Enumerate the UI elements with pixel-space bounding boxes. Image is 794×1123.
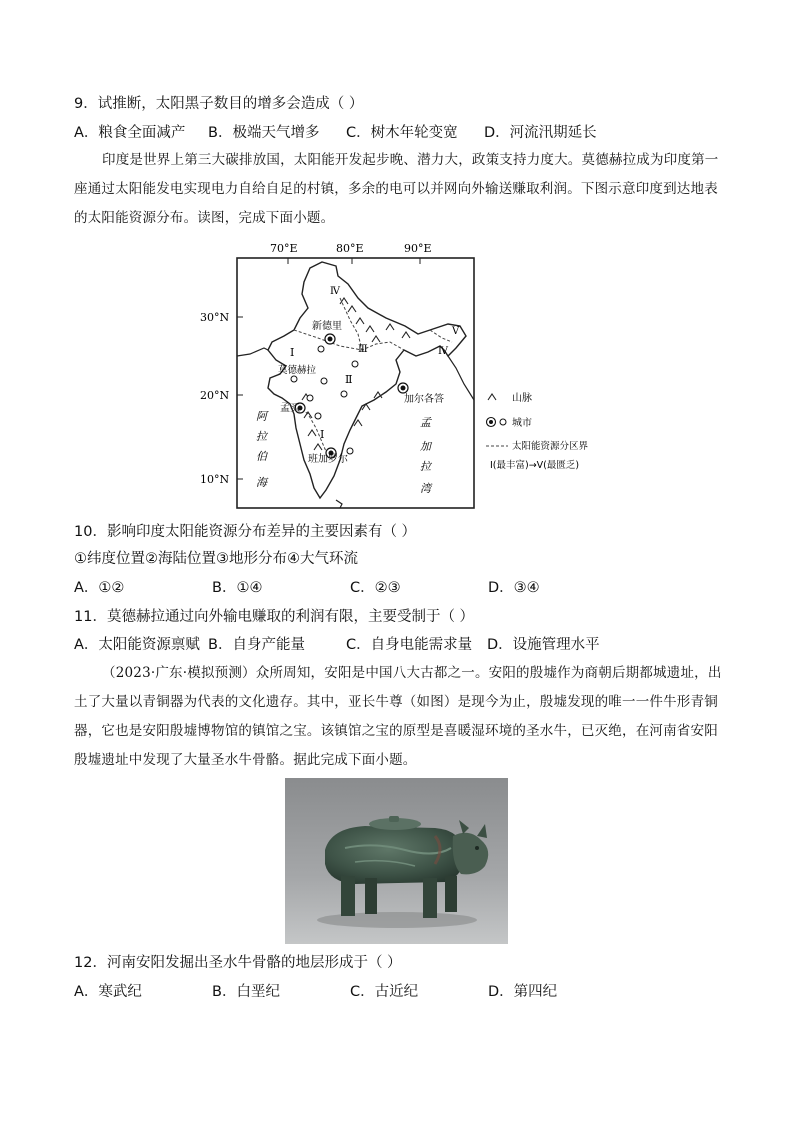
zone-label: Ⅰ [290,346,295,359]
svg-text:阿: 阿 [256,410,267,423]
svg-text:拉: 拉 [420,460,431,473]
label-bangalore: 班加罗尔 [308,454,348,465]
q10-factors: ①纬度位置②海陆位置③地形分布④大气环流 [74,551,358,567]
q9-option-d: D．河流汛期延长 [484,125,597,141]
label-kolkata: 加尔各答 [404,394,444,405]
zone-label: Ⅰ [320,428,325,441]
passage-india-solar: 印度是世界上第三大碳排放国，太阳能开发起步晚、潜力大，政策支持力度大。莫德赫拉成为印度第一座通过太阳能发电实现电力自给自足的村镇，多余的电可以并网向外输送赚取利润。下图示意印度到达地表的太阳能资源分布。读图，完成下面小题。 [74,152,719,226]
coast-west [237,348,268,356]
q11-stem: 11．莫德赫拉通过向外输电赚取的利润有限，主要受制于（ ） [74,609,475,625]
legend-city: 城市 [512,418,532,429]
zone-boundary [340,298,362,350]
q9-option-b: B．极端天气增多 [208,125,320,141]
q11-option-a: A．太阳能资源禀赋 [74,637,200,653]
city-kolkata-dot [401,386,406,391]
q11-option-c: C．自身电能需求量 [346,637,473,653]
q12-option-a: A．寒武纪 [74,984,142,1000]
q10-option-c: C．②③ [350,580,401,596]
coast-east [448,356,474,400]
label-new-delhi: 新德里 [312,321,342,332]
q9-options [74,123,597,143]
lon-label-80: 80°E [336,242,364,255]
bronze-ox-photo [285,778,508,944]
q12-option-b: B．白垩纪 [212,984,280,1000]
sea-arabian [256,410,269,489]
svg-text:拉: 拉 [256,430,267,443]
q12-option-d: D．第四纪 [488,984,558,1000]
lat-label-10: 10°N [200,473,230,486]
svg-text:海: 海 [256,476,267,489]
q10-option-d: D．③④ [488,580,540,596]
city-modhera-marker [291,376,297,382]
lat-label-20: 20°N [200,389,230,402]
zone-label: Ⅳ [330,286,340,297]
passage-anyang: （2023·广东·模拟预测）众所周知，安阳是中国八大古都之一。安阳的殷墟作为商朝后期都城遗址，出土了大量以青铜器为代表的文化遗存。其中，亚长牛尊（如图）是现今为止，殷墟发现的唯一一件牛形青铜器，它也是安阳殷墟博物馆的镇馆之宝。该镇馆之宝的原型是喜暖湿环境的圣水牛，已灭绝，在河南省安阳殷墟遗址中发现了大量圣水牛骨骼。据此完成下面小题。 [74,665,722,768]
q10-option-a: A．①② [74,580,125,596]
lat-label-30: 30°N [200,311,230,324]
zone-boundary [430,330,452,342]
zone-label: Ⅱ [345,373,353,386]
label-mumbai: 孟买 [280,403,300,414]
svg-text:湾: 湾 [420,482,431,495]
q11-options [74,635,600,655]
q12-options [74,982,557,1002]
sri-lanka [336,500,342,508]
legend-mountain: 山脉 [512,393,532,404]
zone-label: Ⅴ [452,326,460,337]
q9-option-c: C．树木年轮变宽 [346,125,458,141]
zone-label: Ⅲ [358,344,368,355]
zone-label: Ⅳ [438,346,448,357]
q10-options [74,578,540,598]
legend-boundary: 太阳能资源分区界 [512,441,589,452]
q9-option-a: A．粮食全面减产 [74,125,186,141]
svg-text:伯: 伯 [256,450,267,463]
zone-boundary [294,330,404,350]
svg-text:孟: 孟 [420,416,431,429]
legend-mountain-icon [488,394,496,400]
q12-option-c: C．古近纪 [350,984,419,1000]
lon-label-90: 90°E [404,242,432,255]
q12-stem: 12．河南安阳发掘出圣水牛骨骼的地层形成于（ ） [74,955,402,971]
q11-option-b: B．自身产能量 [208,637,305,653]
q10-stem: 10．影响印度太阳能资源分布差异的主要因素有（ ） [74,524,417,540]
india-solar-map [190,238,610,510]
label-modhera: 莫德赫拉 [278,365,317,376]
lon-label-70: 70°E [270,242,298,255]
q9-stem: 9．试推断，太阳黑子数目的增多会造成（ ） [74,96,364,112]
svg-text:加: 加 [420,440,431,453]
india-outline [268,262,466,498]
small-city-markers [307,346,358,454]
q10-option-b: B．①④ [212,580,263,596]
sea-bengal [420,416,433,495]
legend-scale: Ⅰ(最丰富)→Ⅴ(最匮乏) [490,460,580,471]
q11-option-d: D．设施管理水平 [487,637,600,653]
city-new-delhi-dot [328,337,333,342]
legend-small-city-icon [500,419,506,425]
